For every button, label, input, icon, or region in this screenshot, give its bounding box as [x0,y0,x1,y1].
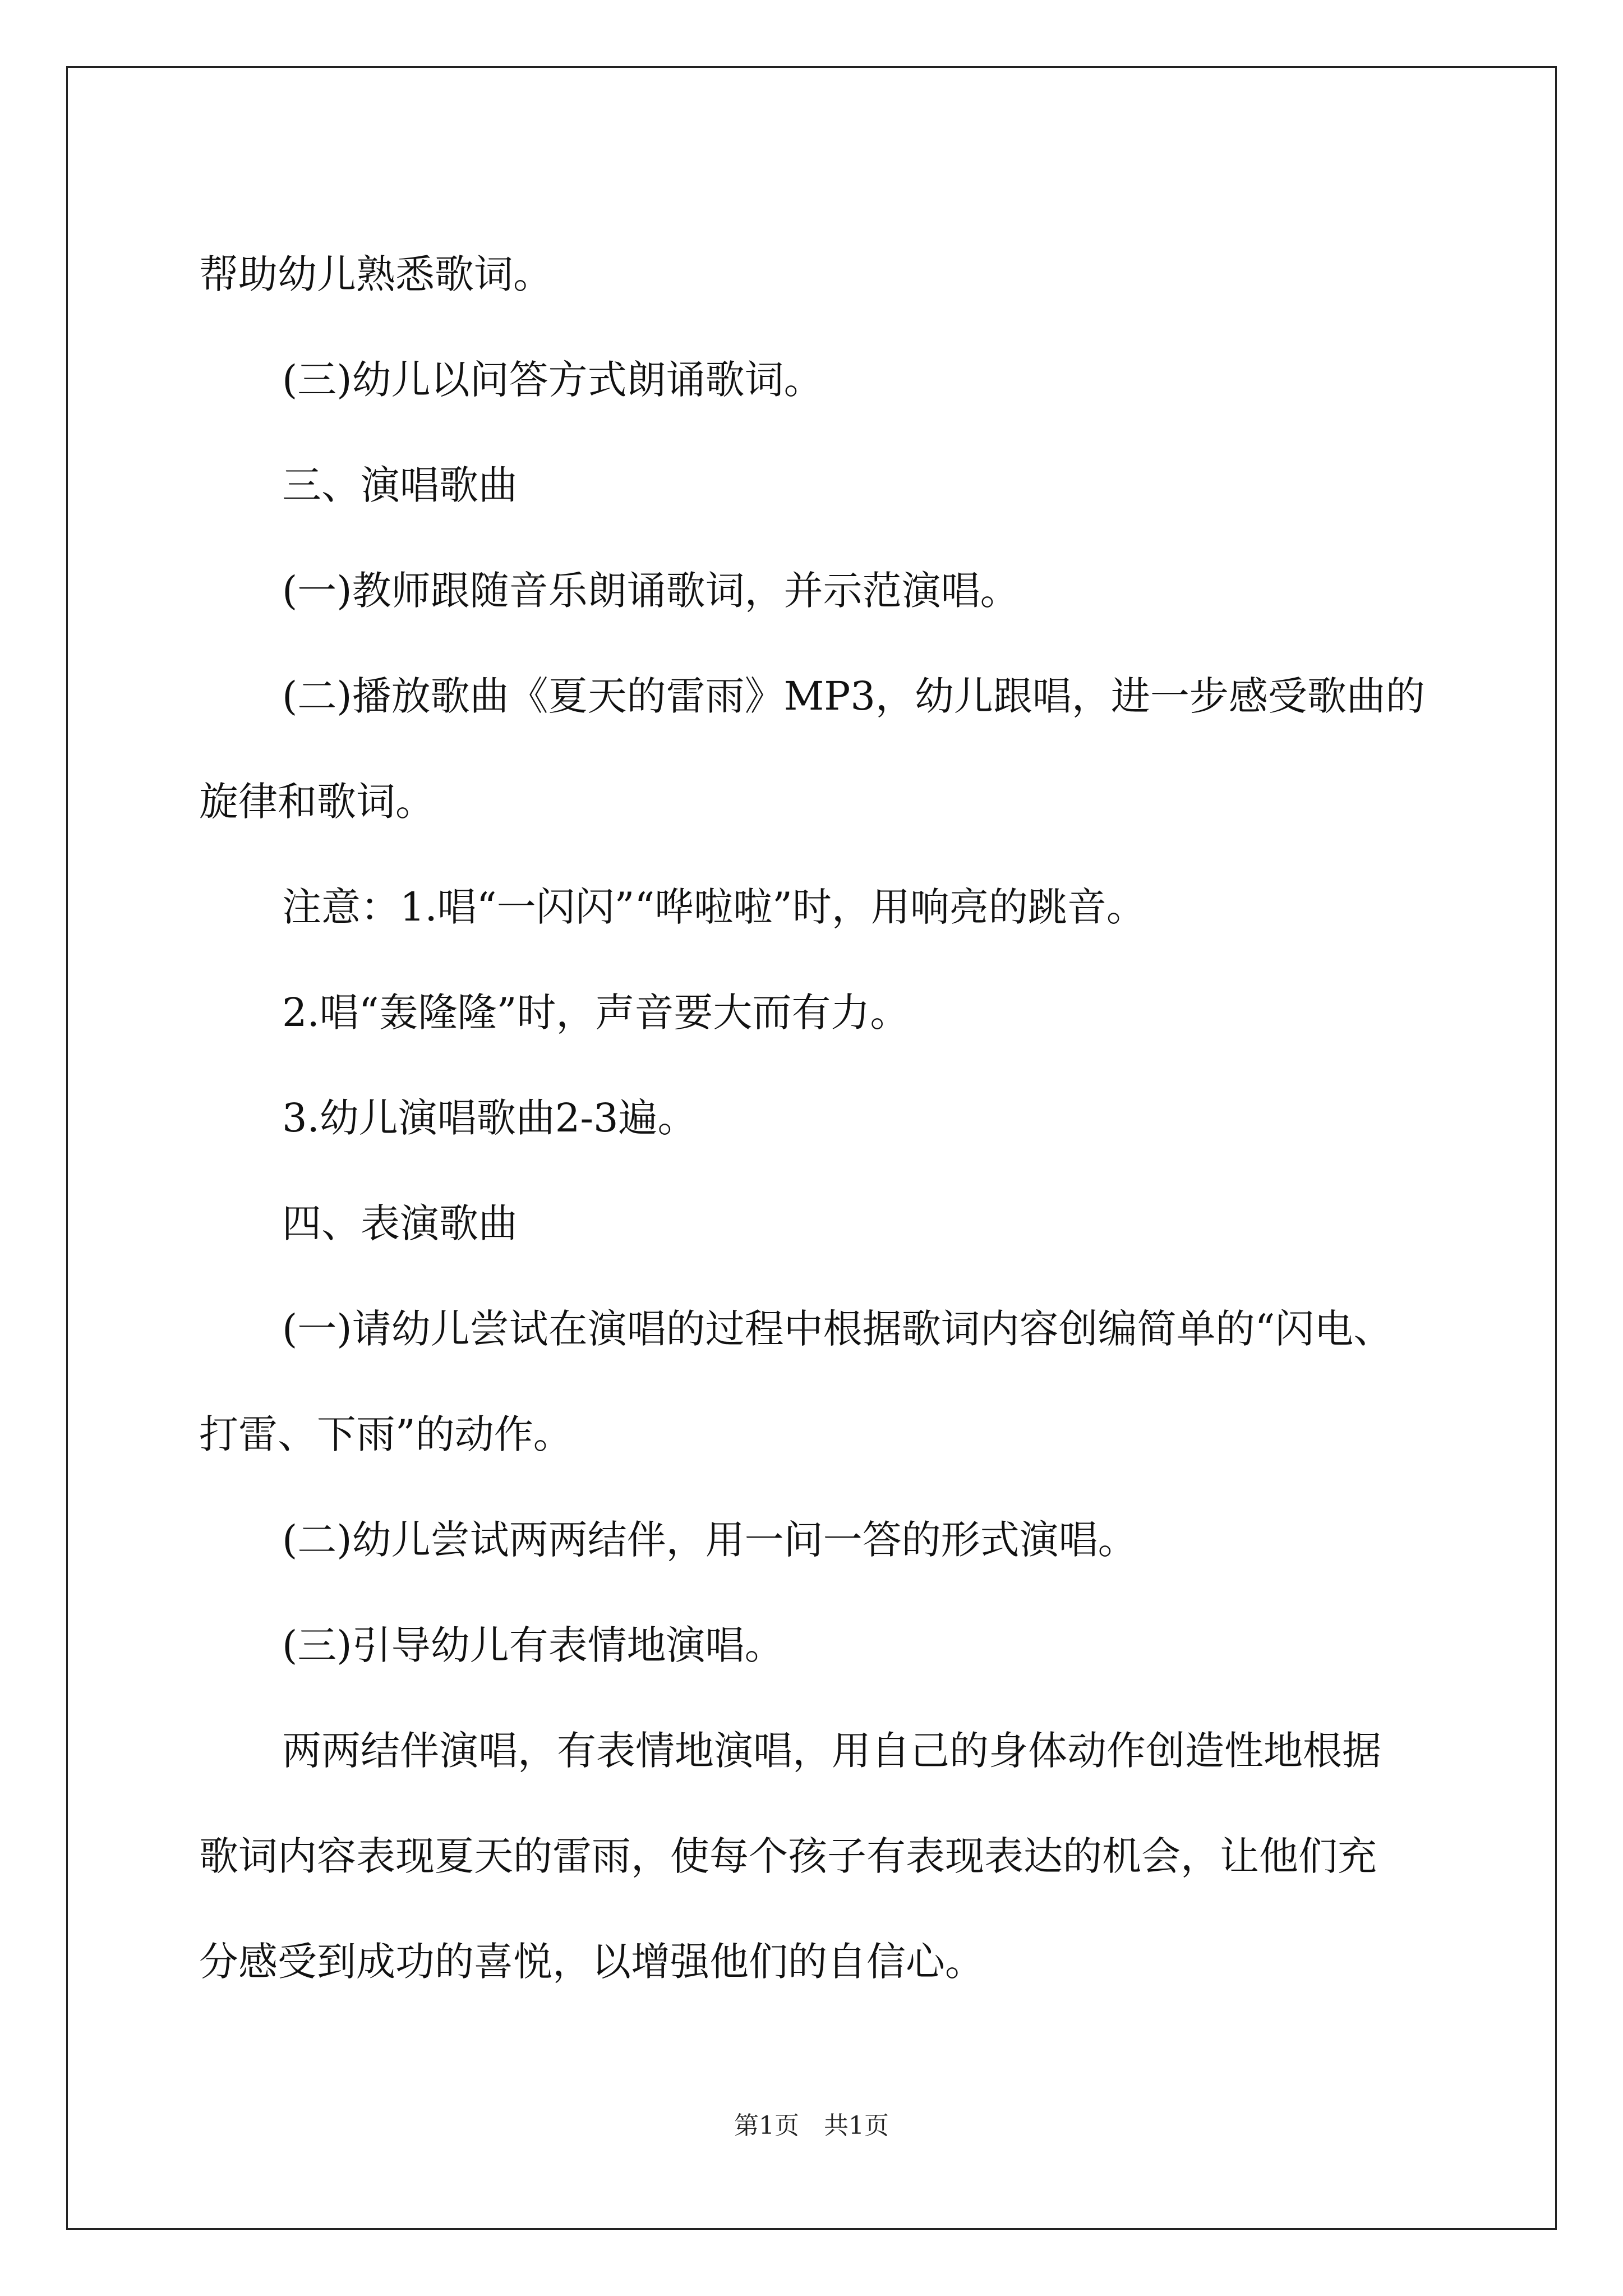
paragraph-line: (一)请幼儿尝试在演唱的过程中根据歌词内容创编简单的“闪电、 [282,1306,1393,1352]
paragraph-line: 旋律和歌词。 [199,779,435,825]
paragraph-line: 两两结伴演唱，有表情地演唱，用自己的身体动作创造性地根据 [282,1728,1381,1774]
paragraph-line: 分感受到成功的喜悦，以增强他们的自信心。 [199,1939,984,1985]
paragraph-line: 歌词内容表现夏天的雷雨，使每个孩子有表现表达的机会，让他们充 [199,1833,1377,1879]
paragraph-line: (二)播放歌曲《夏天的雷雨》MP3，幼儿跟唱，进一步感受歌曲的 [282,673,1425,719]
section-heading: 四、表演歌曲 [282,1200,518,1246]
paragraph-line: 2.唱“轰隆隆”时，声音要大而有力。 [282,990,910,1036]
paragraph-line: (三)引导幼儿有表情地演唱。 [282,1622,784,1668]
paragraph-line: (一)教师跟随音乐朗诵歌词，并示范演唱。 [282,568,1020,614]
paragraph-line: 注意：1.唱“一闪闪”“哗啦啦”时，用响亮的跳音。 [282,884,1146,930]
section-heading: 三、演唱歌曲 [282,462,518,508]
paragraph-line: (三)幼儿以问答方式朗诵歌词。 [282,357,823,403]
document-body [199,222,1455,2014]
paragraph-line: 打雷、下雨”的动作。 [199,1411,573,1457]
page-number-footer: 第1页 共1页 [734,2111,889,2140]
paragraph-line: 帮助幼儿熟悉歌词。 [199,251,552,297]
paragraph-line: (二)幼儿尝试两两结伴，用一问一答的形式演唱。 [282,1517,1137,1563]
paragraph-line: 3.幼儿演唱歌曲2-3遍。 [282,1095,697,1141]
